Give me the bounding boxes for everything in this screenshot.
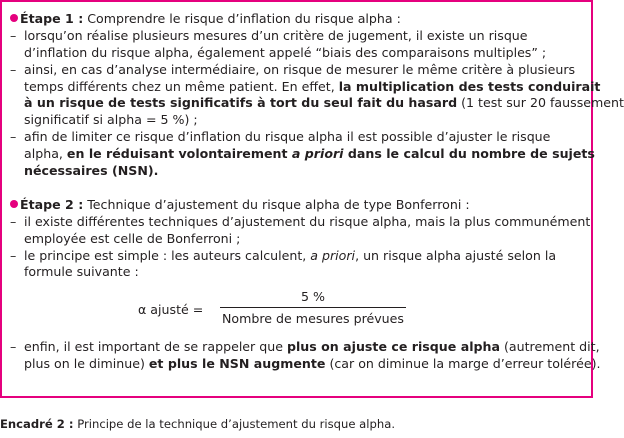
text-segment: (1 test sur 20 faussement <box>457 95 624 111</box>
text-segment: formule suivante : <box>24 264 139 280</box>
text-segment: d’inflation du risque alpha, également appelé “biais des comparaisons multiples” ; <box>24 44 547 60</box>
step1-item-1-line-1 <box>10 28 590 45</box>
bonferroni-formula <box>10 281 590 339</box>
formula-lhs: α ajusté = <box>138 302 204 318</box>
encadre-content <box>10 11 624 373</box>
formula-fraction <box>220 289 406 328</box>
step2-title: Technique d’ajustement du risque alpha de type Bonferroni : <box>83 196 470 212</box>
step2-item-2-line-1 <box>10 248 590 265</box>
step1-title: Comprendre le risque d’inflation du risque alpha : <box>83 11 401 26</box>
dash-bullet: – <box>10 129 17 145</box>
step2-label: Étape 2 : <box>20 196 84 212</box>
step2-item-3-line-1 <box>10 339 600 356</box>
step1-item-2-line-3 <box>10 95 624 112</box>
step2-item-1-line-2 <box>10 231 590 248</box>
figure-caption <box>0 417 395 431</box>
bold-segment: nécessaires (NSN). <box>24 163 159 179</box>
step2-item-1-line-1 <box>10 214 590 231</box>
text-segment: (car on diminue la marge d’erreur tolérée). <box>325 356 601 372</box>
bold-segment: dans le calcul du nombre de sujets <box>343 146 595 162</box>
bold-segment: la multiplication des tests conduirait <box>338 78 601 94</box>
step1-item-2-line-4 <box>10 112 590 129</box>
text-segment: le principe est simple : les auteurs calculent, <box>24 247 311 263</box>
step2-item-2-line-2 <box>10 264 590 281</box>
caption-text: Principe de la technique d’ajustement du risque alpha. <box>73 417 396 431</box>
text-segment: significatif si alpha = 5 %) ; <box>24 112 198 128</box>
bold-segment: à un risque de tests significatifs à tort du seul fait du hasard <box>24 95 458 111</box>
bold-segment: en le réduisant volontairement <box>66 146 292 162</box>
step1-item-1-line-2 <box>10 45 590 62</box>
text-segment: alpha, <box>24 146 67 162</box>
text-segment: , un risque alpha ajusté selon la <box>355 247 557 263</box>
step2-item-3-line-2 <box>10 356 601 373</box>
step1-item-2-line-2 <box>10 78 601 96</box>
text-segment: enfin, il est important de se rappeler que <box>24 339 287 355</box>
text-segment: lorsqu’on réalise plusieurs mesures d’un critère de jugement, il existe un risque <box>24 27 528 43</box>
fraction-bar <box>220 307 406 308</box>
bold-segment: et plus le NSN augmente <box>148 356 326 372</box>
bold-italic-segment: a priori <box>291 146 344 162</box>
bold-segment: plus on ajuste ce risque alpha <box>286 339 500 355</box>
dash-bullet: – <box>10 247 17 263</box>
step2-heading <box>10 197 590 214</box>
step1-label: Étape 1 : <box>20 11 84 26</box>
italic-segment: a priori <box>310 247 356 263</box>
bullet-dot-icon <box>10 14 18 22</box>
formula-numerator: 5 % <box>301 289 325 305</box>
section-spacer <box>10 180 590 197</box>
text-segment: afin de limiter ce risque d’inflation du risque alpha il est possible d’ajuster le risque <box>24 129 551 145</box>
text-segment: ainsi, en cas d’analyse intermédiaire, on risque de mesurer le même critère à plusieurs <box>24 61 576 77</box>
dash-bullet: – <box>10 27 17 43</box>
text-segment: temps différents chez un même patient. En effet, <box>24 78 339 94</box>
formula-denominator: Nombre de mesures prévues <box>222 311 404 327</box>
step1-item-3-line-3 <box>10 163 590 180</box>
text-segment: il existe différentes techniques d’ajustement du risque alpha, mais la plus communément <box>24 213 591 229</box>
dash-bullet: – <box>10 339 17 355</box>
text-segment: plus on le diminue) <box>24 356 149 372</box>
dash-bullet: – <box>10 61 17 77</box>
step1-item-2-line-1 <box>10 62 590 79</box>
bullet-dot-icon <box>10 200 18 208</box>
text-segment: (autrement dit, <box>500 339 600 355</box>
step1-item-3-line-2 <box>10 146 595 163</box>
caption-label: Encadré 2 : <box>0 417 74 431</box>
dash-bullet: – <box>10 213 17 229</box>
step1-heading <box>10 11 590 28</box>
text-segment: employée est celle de Bonferroni ; <box>24 230 241 246</box>
step1-item-3-line-1 <box>10 129 590 146</box>
